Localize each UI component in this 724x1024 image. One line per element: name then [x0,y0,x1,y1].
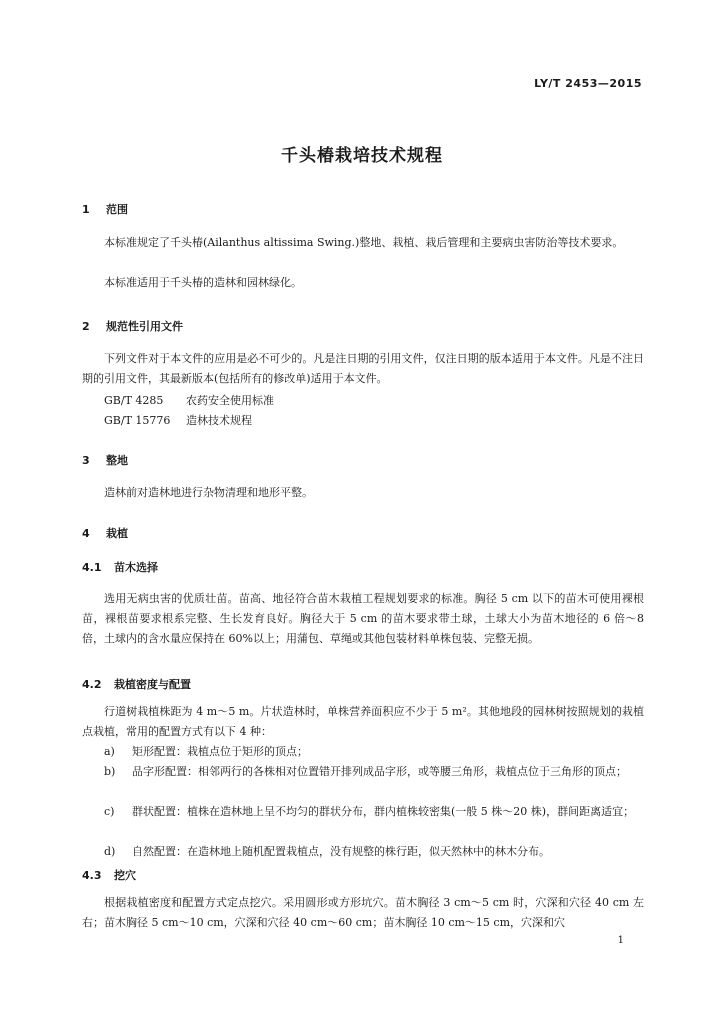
section-heading-2 [82,318,183,334]
list-text: 自然配置：在造林地上随机配置栽植点，没有规整的株行距，似天然林中的林木分布。 [132,845,550,858]
section-title: 范围 [106,203,128,216]
reference-name: 农药安全使用标准 [186,394,274,407]
paragraph: 行道树栽植株距为 4 m～5 m。片状造林时，单株营养面积应不少于 5 m²。其他地段的园林树按照规划的栽植点栽植，常用的配置方式有以下 4 种： [82,705,644,738]
list-item [104,742,644,762]
section-title: 栽植 [106,527,128,540]
list-item [104,802,644,822]
section-number: 2 [82,320,90,333]
reference-code: GB/T 4285 [104,394,164,407]
paragraph: 本标准规定了千头椿(Ailanthus altissima Swing.)整地、栽植、栽后管理和主要病虫害防治等技术要求。 [104,236,624,249]
subsection-heading-4-3 [82,867,136,883]
section-number: 1 [82,203,90,216]
section-heading-4 [82,525,128,541]
paragraph: 下列文件对于本文件的应用是必不可少的。凡是注日期的引用文件，仅注日期的版本适用于本文件。凡是不注日期的引用文件，其最新版本(包括所有的修改单)适用于本文件。 [82,352,644,385]
paragraph: 根据栽植密度和配置方式定点挖穴。采用圆形或方形坑穴。苗木胸径 3 cm～5 cm 时，穴深和穴径 40 cm 左右；苗木胸径 5 cm～10 cm，穴深和穴径 40 cm～60 cm；苗木胸径 10 cm～15 cm，穴深和穴 [82,896,644,929]
section-title: 整地 [106,454,128,467]
list-marker: c) [104,805,115,818]
section-title: 苗木选择 [114,561,158,574]
list-item [104,762,644,782]
section-number: 4.1 [82,561,102,574]
page-number: 1 [617,935,624,946]
list-text: 矩形配置：栽植点位于矩形的顶点； [132,745,308,758]
subsection-heading-4-2 [82,676,191,692]
subsection-heading-4-1 [82,559,158,575]
document-title: 千头椿栽培技术规程 [281,146,443,166]
normative-reference [104,392,274,408]
list-text: 品字形配置：相邻两行的各株相对位置错开排列成品字形，或等腰三角形，栽植点位于三角形的顶点； [132,765,627,778]
paragraph: 造林前对造林地进行杂物清理和地形平整。 [104,486,313,499]
section-number: 4 [82,527,90,540]
section-title: 栽植密度与配置 [114,678,191,691]
section-number: 4.2 [82,678,102,691]
list-text: 群状配置：植株在造林地上呈不均匀的群状分布，群内植株较密集(一般 5 株～20 株)，群间距离适宜； [132,805,635,818]
list-marker: a) [104,745,115,758]
reference-name: 造林技术规程 [186,414,252,427]
standard-code: LY/T 2453—2015 [534,77,642,90]
section-title: 规范性引用文件 [106,320,183,333]
list-marker: d) [104,845,116,858]
paragraph: 选用无病虫害的优质壮苗。苗高、地径符合苗木栽植工程规划要求的标准。胸径 5 cm 以下的苗木可使用裸根苗，裸根苗要求根系完整、生长发育良好。胸径大于 5 cm 的苗木要求带土球，土球大小为苗木地径的 6 倍～8 倍，土球内的含水量应保持在 60%以上；用蒲包、草绳或其他包装材料单株包装、完整无损。 [82,592,644,645]
normative-reference [104,412,252,428]
list-item [104,842,644,862]
section-number: 3 [82,454,90,467]
section-title: 挖穴 [114,869,136,882]
section-heading-1 [82,201,128,217]
list-marker: b) [104,765,116,778]
reference-code: GB/T 15776 [104,414,171,427]
section-number: 4.3 [82,869,102,882]
paragraph: 本标准适用于千头椿的造林和园林绿化。 [104,276,302,289]
section-heading-3 [82,452,128,468]
